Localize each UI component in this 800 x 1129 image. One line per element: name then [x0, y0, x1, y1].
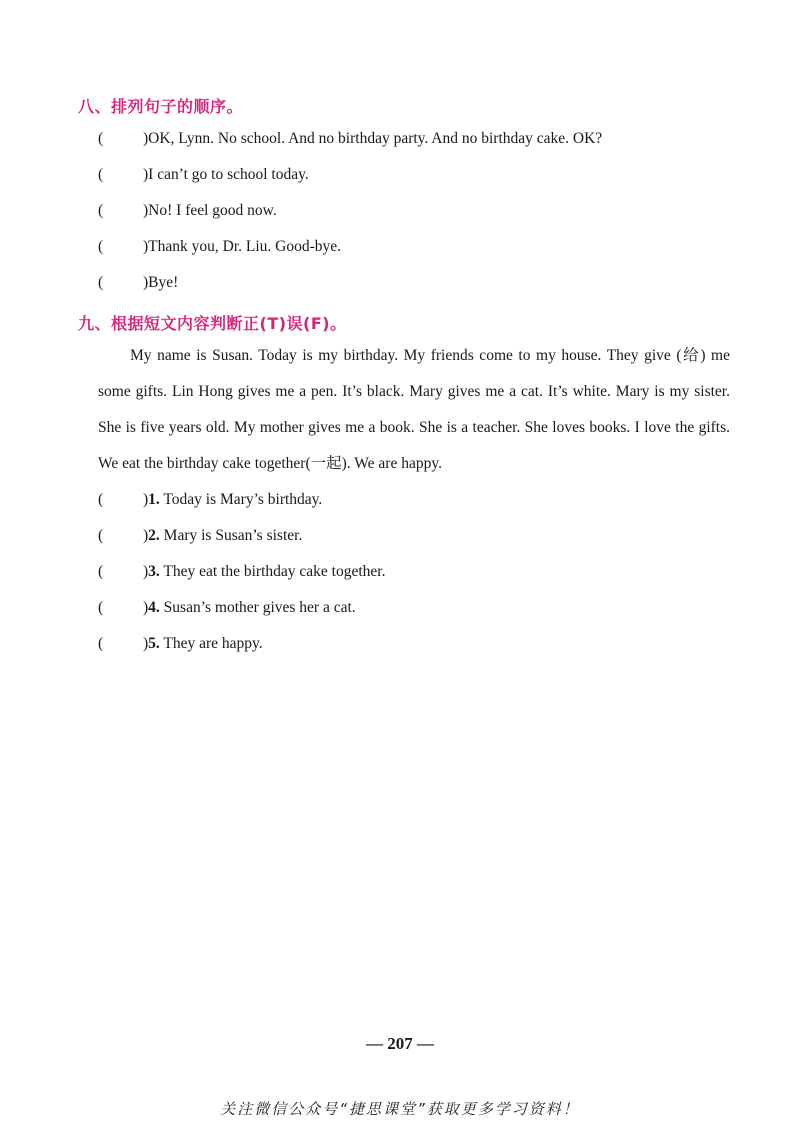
- item-number: 5.: [148, 635, 160, 652]
- answer-blank-open: (: [98, 635, 104, 652]
- statement-text: Mary is Susan’s sister.: [159, 527, 303, 544]
- section-8-item: [98, 237, 341, 257]
- item-number: 4.: [148, 599, 160, 616]
- sentence-text: No! I feel good now.: [148, 202, 277, 219]
- item-number: 2.: [148, 527, 160, 544]
- answer-blank-open: (: [98, 527, 104, 544]
- item-number: 3.: [148, 563, 160, 580]
- section-8-item: [98, 129, 602, 149]
- answer-blank-open: (: [98, 491, 104, 508]
- reading-passage: My name is Susan. Today is my birthday. My friends come to my house. They give (给) me some gifts. Lin Hong gives me a pen. It’s black. Mary gives me a cat. It’s white. Mary is my sister. She is five years old. My mother gives me a book. She is a teacher. She loves books. I love the gifts. We eat the birthday cake together(一起). We are happy.: [98, 347, 730, 472]
- answer-blank-open: (: [98, 563, 104, 580]
- sentence-text: Bye!: [148, 274, 179, 291]
- statement-text: Today is Mary’s birthday.: [159, 491, 323, 508]
- item-number: 1.: [148, 491, 160, 508]
- answer-blank-close: ): [143, 635, 149, 652]
- page-number: — 207 —: [366, 1034, 434, 1053]
- sentence-text: Thank you, Dr. Liu. Good-bye.: [148, 238, 342, 255]
- answer-blank-close: ): [143, 202, 149, 219]
- answer-blank-close: ): [143, 599, 149, 616]
- answer-blank-open: (: [98, 202, 104, 219]
- answer-blank-open: (: [98, 166, 104, 183]
- answer-blank-close: ): [143, 491, 149, 508]
- true-false-item: [98, 634, 263, 654]
- answer-blank-open: (: [98, 130, 104, 147]
- section-8-item: [98, 201, 277, 221]
- true-false-item: [98, 598, 356, 618]
- statement-text: They eat the birthday cake together.: [159, 563, 386, 580]
- true-false-item: [98, 562, 385, 582]
- answer-blank-close: ): [143, 130, 149, 147]
- statement-text: Susan’s mother gives her a cat.: [159, 599, 356, 616]
- sentence-text: I can’t go to school today.: [148, 166, 309, 183]
- true-false-item: [98, 526, 302, 546]
- statement-text: They are happy.: [159, 635, 263, 652]
- section-9-heading: 九、根据短文内容判断正(T)误(F)。: [78, 314, 347, 333]
- answer-blank-close: ): [143, 274, 149, 291]
- section-8-item: [98, 165, 309, 185]
- answer-blank-close: ): [143, 166, 149, 183]
- answer-blank-close: ): [143, 238, 149, 255]
- answer-blank-close: ): [143, 527, 149, 544]
- answer-blank-open: (: [98, 599, 104, 616]
- answer-blank-open: (: [98, 274, 104, 291]
- answer-blank-close: ): [143, 563, 149, 580]
- section-8-heading: 八、排列句子的顺序。: [78, 97, 244, 116]
- footer-promo-note: 关注微信公众号“捷思课堂”获取更多学习资料！: [220, 1100, 580, 1118]
- true-false-item: [98, 490, 322, 510]
- section-8-item: [98, 273, 178, 293]
- sentence-text: OK, Lynn. No school. And no birthday party. And no birthday cake. OK?: [148, 130, 603, 147]
- answer-blank-open: (: [98, 238, 104, 255]
